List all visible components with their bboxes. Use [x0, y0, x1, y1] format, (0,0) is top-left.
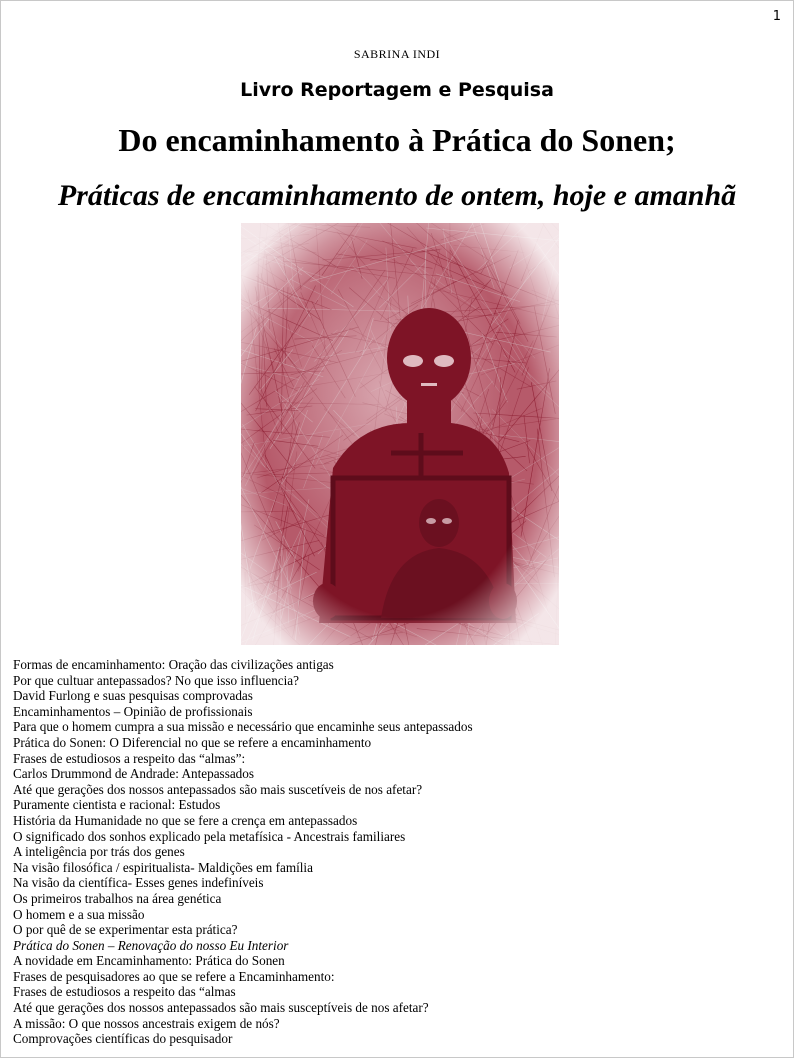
contents-item: O por quê de se experimentar esta prática? — [13, 922, 238, 938]
contents-item: Para que o homem cumpra a sua missão e necessário que encaminhe seus antepassados — [13, 719, 473, 735]
contents-item: A missão: O que nossos ancestrais exigem de nós? — [13, 1015, 280, 1031]
contents-item: A novidade em Encaminhamento: Prática do Sonen — [13, 953, 285, 969]
book-tagline: Práticas de encaminhamento de ontem, hoje e amanhã — [57, 179, 737, 212]
page-number: 1 — [772, 9, 781, 24]
contents-item: Formas de encaminhamento: Oração das civilizações antigas — [13, 657, 334, 672]
contents-item: Prática do Sonen – Renovação do nosso Eu Interior — [13, 937, 289, 953]
contents-item: Frases de estudiosos a respeito das “almas — [13, 984, 236, 1000]
contents-item: Até que gerações dos nossos antepassados são mais susceptíveis de nos afetar? — [13, 1000, 429, 1016]
contents-item: Frases de estudiosos a respeito das “almas”: — [13, 750, 246, 766]
cover-illustration-svg — [241, 223, 559, 645]
contents-item: História da Humanidade no que se fere a crença em antepassados — [13, 812, 358, 828]
contents-item: O homem e a sua missão — [13, 906, 145, 922]
contents-item: O significado dos sonhos explicado pela metafísica - Ancestrais familiares — [13, 828, 406, 844]
contents-item: David Furlong e suas pesquisas comprovadas — [13, 688, 253, 704]
contents-item: Encaminhamentos – Opinião de profissionais — [13, 703, 253, 719]
contents-item: Carlos Drummond de Andrade: Antepassados — [13, 766, 254, 782]
author-name: SABRINA INDI — [353, 47, 441, 61]
contents-list — [13, 657, 783, 1047]
contents-item: Comprovações científicas do pesquisador — [13, 1031, 233, 1047]
contents-item: Por que cultuar antepassados? No que isso influencia? — [13, 672, 300, 688]
contents-item: Frases de pesquisadores ao que se refere a Encaminhamento: — [13, 968, 335, 984]
contents-item: A inteligência por trás dos genes — [13, 844, 185, 860]
book-subtitle: Livro Reportagem e Pesquisa — [240, 79, 554, 101]
contents-item: Puramente cientista e racional: Estudos — [13, 797, 221, 813]
contents-item: Até que gerações dos nossos antepassados são mais suscetíveis de nos afetar? — [13, 781, 423, 797]
contents-item: Na visão filosófica / espiritualista- Maldições em família — [13, 859, 313, 875]
contents-item: Prática do Sonen: O Diferencial no que se refere a encaminhamento — [13, 734, 372, 750]
book-title: Do encaminhamento à Prática do Sonen; — [118, 122, 676, 158]
contents-item: Os primeiros trabalhos na área genética — [13, 890, 222, 906]
cover-illustration — [241, 223, 559, 645]
contents-item: Na visão da científica- Esses genes indefiníveis — [13, 875, 264, 891]
